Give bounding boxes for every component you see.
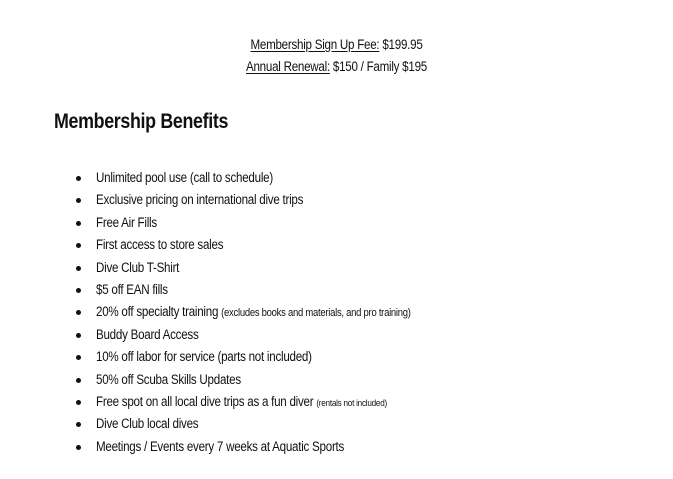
bullet-icon bbox=[76, 221, 81, 226]
benefit-text: Dive Club T-Shirt bbox=[96, 259, 180, 275]
renewal-fee-value: $150 / Family $195 bbox=[329, 59, 427, 74]
bullet-icon bbox=[76, 243, 81, 248]
benefit-text: 20% off specialty training (excludes books and materials, and pro training) bbox=[96, 304, 411, 320]
signup-fee-label: Membership Sign Up Fee: bbox=[250, 37, 380, 52]
benefit-text: Exclusive pricing on international dive trips bbox=[96, 192, 304, 208]
renewal-fee-line bbox=[47, 56, 626, 78]
bullet-icon bbox=[76, 445, 81, 450]
signup-fee-line bbox=[47, 34, 626, 56]
benefit-note: (rentals not included) bbox=[316, 397, 387, 409]
benefits-heading: Membership Benefits bbox=[54, 110, 229, 133]
benefit-note: (excludes books and materials, and pro training) bbox=[221, 307, 411, 320]
bullet-icon bbox=[76, 400, 81, 405]
bullet-icon bbox=[76, 176, 81, 181]
bullet-icon bbox=[76, 266, 81, 271]
bullet-icon bbox=[76, 288, 81, 293]
benefit-text: Free Air Fills bbox=[96, 214, 157, 230]
benefit-text: 10% off labor for service (parts not included) bbox=[96, 349, 312, 365]
benefit-text: Dive Club local dives bbox=[96, 416, 199, 432]
fees-section bbox=[0, 34, 673, 78]
bullet-icon bbox=[76, 355, 81, 360]
bullet-icon bbox=[76, 333, 81, 338]
benefit-text: 50% off Scuba Skills Updates bbox=[96, 371, 241, 387]
benefit-text: Free spot on all local dive trips as a fun diver (rentals not included) bbox=[96, 393, 387, 409]
renewal-fee-label: Annual Renewal: bbox=[245, 59, 330, 74]
bullet-icon bbox=[76, 422, 81, 427]
benefit-text: Unlimited pool use (call to schedule) bbox=[96, 170, 273, 185]
benefit-text: Buddy Board Access bbox=[96, 326, 199, 342]
benefit-text: First access to store sales bbox=[96, 237, 224, 253]
benefit-text: Meetings / Events every 7 weeks at Aquatic Sports bbox=[96, 438, 345, 454]
signup-fee-value: $199.95 bbox=[379, 37, 423, 52]
bullet-icon bbox=[76, 310, 81, 315]
bullet-icon bbox=[76, 378, 81, 383]
bullet-icon bbox=[76, 198, 81, 203]
benefit-text: $5 off EAN fills bbox=[96, 281, 168, 297]
